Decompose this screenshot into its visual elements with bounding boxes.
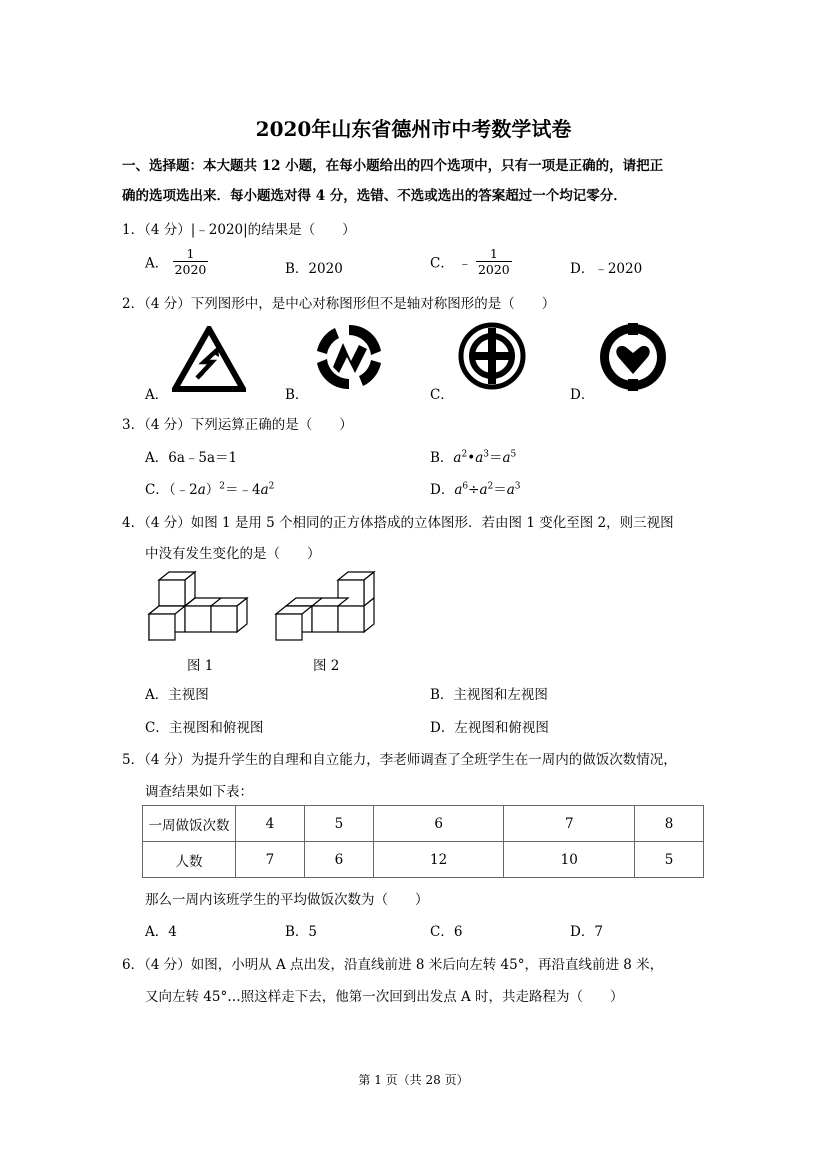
table-cell: 4 xyxy=(236,806,305,842)
q5-stem-line1: 5．（4 分）为提升学生的自理和自立能力，李老师调查了全班学生在一周内的做饭次数情况， xyxy=(122,752,677,768)
table-cell: 10 xyxy=(504,842,635,878)
q3-option-c-label: C． xyxy=(145,482,169,498)
q2-stem: 2．（4 分）下列图形中，是中心对称图形但不是轴对称图形的是（ ） xyxy=(122,296,556,312)
q1-option-a-numerator: 1 xyxy=(173,246,209,262)
q5-option-d: D．7 xyxy=(570,924,603,940)
table-cell: 7 xyxy=(504,806,635,842)
table-cell: 5 xyxy=(635,842,704,878)
table-cell: 5 xyxy=(304,806,373,842)
q4-option-b: B．主视图和左视图 xyxy=(430,687,548,703)
q3-option-c: C．$(﹣2a)^2=﹣4a^2$ xyxy=(145,481,275,498)
table-cell: 8 xyxy=(635,806,704,842)
q1-option-a-denominator: 2020 xyxy=(174,262,207,277)
q5-option-b: B．5 xyxy=(285,924,318,940)
section-instructions-line2: 确的选项选出来．每小题选对得 4 分，选错、不选或选出的答案超过一个均记零分． xyxy=(122,188,627,204)
q3-stem: 3．（4 分）下列运算正确的是（ ） xyxy=(122,417,353,433)
q3-option-a xyxy=(145,446,237,466)
q1-option-a-label: A． xyxy=(145,255,169,272)
q4-option-d: D．左视图和俯视图 xyxy=(430,720,549,736)
q5-data-table xyxy=(142,805,704,878)
q5-option-c: C．6 xyxy=(430,924,463,940)
q2-label-d: D． xyxy=(570,387,595,403)
q4-option-a: A．主视图 xyxy=(145,687,209,703)
q3-option-a-label: A． xyxy=(145,450,169,466)
q2-label-c: C． xyxy=(430,387,454,403)
q5-option-a: A．4 xyxy=(145,924,177,940)
q4-figure-2-caption: 图 2 xyxy=(313,658,340,674)
q1-option-a xyxy=(145,246,208,277)
q1-option-c-numerator: 1 xyxy=(476,246,512,262)
q1-option-c xyxy=(430,246,512,277)
table-cell: 6 xyxy=(304,842,373,878)
page-title: 2020年山东省德州市中考数学试卷 xyxy=(255,117,572,141)
table-cell: 12 xyxy=(373,842,504,878)
table-cell: 6 xyxy=(373,806,504,842)
q2-figure-d-heart-logo xyxy=(598,322,668,392)
q4-option-c: C．主视图和俯视图 xyxy=(145,720,264,736)
table-row xyxy=(143,806,704,842)
q1-option-c-label: C． xyxy=(430,255,454,272)
q1-option-c-fraction xyxy=(476,246,512,277)
q1-option-a-fraction xyxy=(173,246,209,277)
q5-stem-line2: 调查结果如下表： xyxy=(145,784,253,800)
q4-figure-1-cubes xyxy=(143,570,255,646)
q3-option-b-label: B． xyxy=(430,450,454,466)
q4-stem-line2: 中没有发生变化的是（ ） xyxy=(145,546,321,562)
q1-option-d: D．﹣2020 xyxy=(570,261,643,277)
q3-option-d-label: D． xyxy=(430,482,455,498)
q5-question: 那么一周内该班学生的平均做饭次数为（ ） xyxy=(145,892,429,908)
q4-figure-2-cubes xyxy=(270,570,382,646)
q3-option-a-expression: 6a﹣5a＝1 xyxy=(168,450,238,466)
table-cell: 7 xyxy=(236,842,305,878)
q4-figure-1-caption: 图 1 xyxy=(187,658,214,674)
page-footer: 第 1 页（共 28 页） xyxy=(358,1073,469,1087)
q1-option-b: B．2020 xyxy=(285,261,343,277)
q2-label-a: A． xyxy=(145,387,169,403)
table-row-header: 一周做饭次数 xyxy=(143,806,236,842)
section-instructions-line1: 一、选择题：本大题共 12 小题，在每小题给出的四个选项中，只有一项是正确的，请把正 xyxy=(122,158,664,174)
q6-stem-line1: 6．（4 分）如图，小明从 A 点出发，沿直线前进 8 米后向左转 45°，再沿直线前进 8 米， xyxy=(122,957,664,973)
q2-figure-b-rotational-logo xyxy=(313,321,385,393)
q1-option-c-sign: ﹣ xyxy=(458,255,472,272)
q4-stem-line1: 4．（4 分）如图 1 是用 5 个相同的正方体搭成的立体图形．若由图 1 变化至图 2，则三视图 xyxy=(122,515,674,531)
q1-option-c-denominator: 2020 xyxy=(477,262,510,277)
table-row xyxy=(143,842,704,878)
q2-figure-a-warning-triangle xyxy=(172,326,246,392)
q1-stem: 1．（4 分）|﹣2020|的结果是（ ） xyxy=(122,222,356,238)
q3-option-d: D．$a^6\div a^2=a^3$ xyxy=(430,481,521,498)
q2-label-b: B． xyxy=(285,387,309,403)
q6-stem-line2: 又向左转 45°…照这样走下去，他第一次回到出发点 A 时，共走路程为（ ） xyxy=(145,989,624,1005)
q3-option-b: B．$a^2•a^3=a^5$ xyxy=(430,449,517,466)
q2-figure-c-circle-logo xyxy=(458,322,526,390)
table-row-header: 人数 xyxy=(143,842,236,878)
